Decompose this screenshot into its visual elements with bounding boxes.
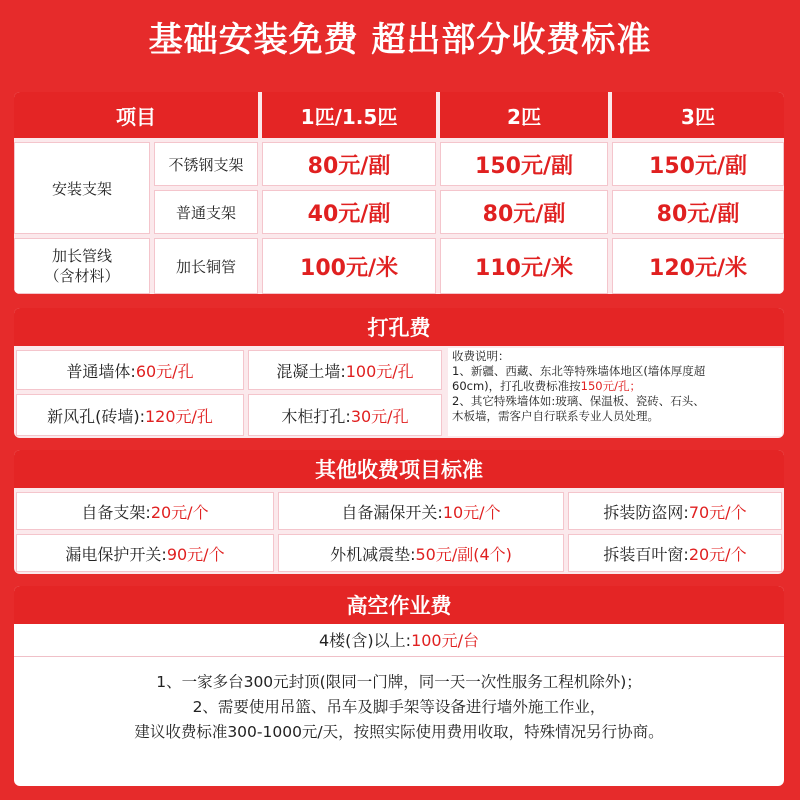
drilling-note-line1: 1、新疆、西藏、东北等特殊墙体地区(墙体厚度超 <box>452 364 706 378</box>
drill-item-normal-wall <box>16 350 244 390</box>
price-stainless-1hp: 80元/副 <box>262 142 436 186</box>
drill-label-normal-wall: 普通墙体: <box>66 361 136 381</box>
high-note-1: 1、一家多台300元封顶(限同一门牌，同一天一次性服务工程机除外)； <box>156 673 642 691</box>
install-fee-table <box>14 92 784 294</box>
drill-label-concrete-wall: 混凝土墙: <box>276 361 346 381</box>
high-note-3: 建议收费标准300-1000元/天，按照实际使用费用收取，特殊情况另行协商。 <box>134 723 664 741</box>
header-item: 项目 <box>14 92 258 138</box>
drill-label-wood-cabinet: 木柜打孔: <box>281 406 351 426</box>
other-value-security-net: 70元/个 <box>688 502 747 522</box>
drilling-note-line3: 2、其它特殊墙体如:玻璃、保温板、瓷砖、石头、 <box>452 394 705 408</box>
row-label-copper-pipe: 加长铜管 <box>154 238 258 294</box>
high-divider <box>14 656 784 657</box>
header-3hp: 3匹 <box>612 92 784 138</box>
other-fee-panel <box>14 450 784 574</box>
other-value-damping-pad: 50元/副(4个) <box>415 544 512 564</box>
row-label-normal-bracket: 普通支架 <box>154 190 258 234</box>
price-normal-3hp: 80元/副 <box>612 190 784 234</box>
other-label-louver: 拆装百叶窗: <box>603 544 689 564</box>
other-value-louver: 20元/个 <box>688 544 747 564</box>
price-normal-2hp: 80元/副 <box>440 190 608 234</box>
other-label-damping-pad: 外机减震垫: <box>330 544 416 564</box>
other-item-own-breaker <box>278 492 564 530</box>
other-item-security-net <box>568 492 782 530</box>
drilling-note-line2 <box>452 379 782 394</box>
price-copper-3hp: 120元/米 <box>612 238 784 294</box>
other-label-leakage-switch: 漏电保护开关: <box>65 544 167 564</box>
high-label: 4楼(含)以上: <box>319 631 412 650</box>
other-item-leakage-switch <box>16 534 274 572</box>
drilling-fee-panel <box>14 308 784 438</box>
price-copper-2hp: 110元/米 <box>440 238 608 294</box>
drill-item-fresh-air <box>16 394 244 436</box>
page-title: 基础安装免费 超出部分收费标准 <box>148 20 652 60</box>
group-install-bracket: 安装支架 <box>14 142 150 234</box>
other-label-own-bracket: 自备支架: <box>81 502 151 522</box>
price-normal-1hp: 40元/副 <box>262 190 436 234</box>
other-item-louver <box>568 534 782 572</box>
price-stainless-2hp: 150元/副 <box>440 142 608 186</box>
price-copper-1hp: 100元/米 <box>262 238 436 294</box>
other-title: 其他收费项目标准 <box>14 450 784 488</box>
drill-value-concrete-wall: 100元/孔 <box>345 361 414 381</box>
group-extended-pipe <box>14 238 150 294</box>
group-extended-pipe-line2: （含材料） <box>44 267 120 285</box>
group-extended-pipe-line1: 加长管线 <box>51 247 112 265</box>
drilling-note <box>448 348 782 436</box>
header-1-1.5hp: 1匹/1.5匹 <box>262 92 436 138</box>
drilling-note-line2b: 150元/孔； <box>580 379 641 393</box>
other-item-own-bracket <box>16 492 274 530</box>
high-notes <box>14 670 784 745</box>
row-label-stainless-bracket: 不锈钢支架 <box>154 142 258 186</box>
drilling-note-line4: 木板墙，需客户自行联系专业人员处理。 <box>452 409 659 423</box>
high-title: 高空作业费 <box>14 586 784 624</box>
high-note-2: 2、需要使用吊篮、吊车及脚手架等设备进行墙外施工作业， <box>192 698 606 716</box>
drill-item-wood-cabinet <box>248 394 442 436</box>
drilling-note-line2a: 60cm)，打孔收费标准按 <box>452 379 581 393</box>
drill-item-concrete-wall <box>248 350 442 390</box>
drill-label-fresh-air: 新风孔(砖墙): <box>47 406 145 426</box>
header-2hp: 2匹 <box>440 92 608 138</box>
high-value: 100元/台 <box>411 631 479 650</box>
drill-value-wood-cabinet: 30元/孔 <box>350 406 409 426</box>
drilling-title: 打孔费 <box>14 308 784 346</box>
high-price-line <box>14 628 784 651</box>
other-value-own-breaker: 10元/个 <box>442 502 501 522</box>
high-altitude-panel <box>14 586 784 786</box>
other-value-leakage-switch: 90元/个 <box>166 544 225 564</box>
other-value-own-bracket: 20元/个 <box>150 502 209 522</box>
price-stainless-3hp: 150元/副 <box>612 142 784 186</box>
drill-value-normal-wall: 60元/孔 <box>135 361 194 381</box>
other-label-security-net: 拆装防盗网: <box>603 502 689 522</box>
drilling-note-title: 收费说明： <box>452 349 510 363</box>
other-label-own-breaker: 自备漏保开关: <box>341 502 443 522</box>
other-item-damping-pad <box>278 534 564 572</box>
drill-value-fresh-air: 120元/孔 <box>144 406 213 426</box>
